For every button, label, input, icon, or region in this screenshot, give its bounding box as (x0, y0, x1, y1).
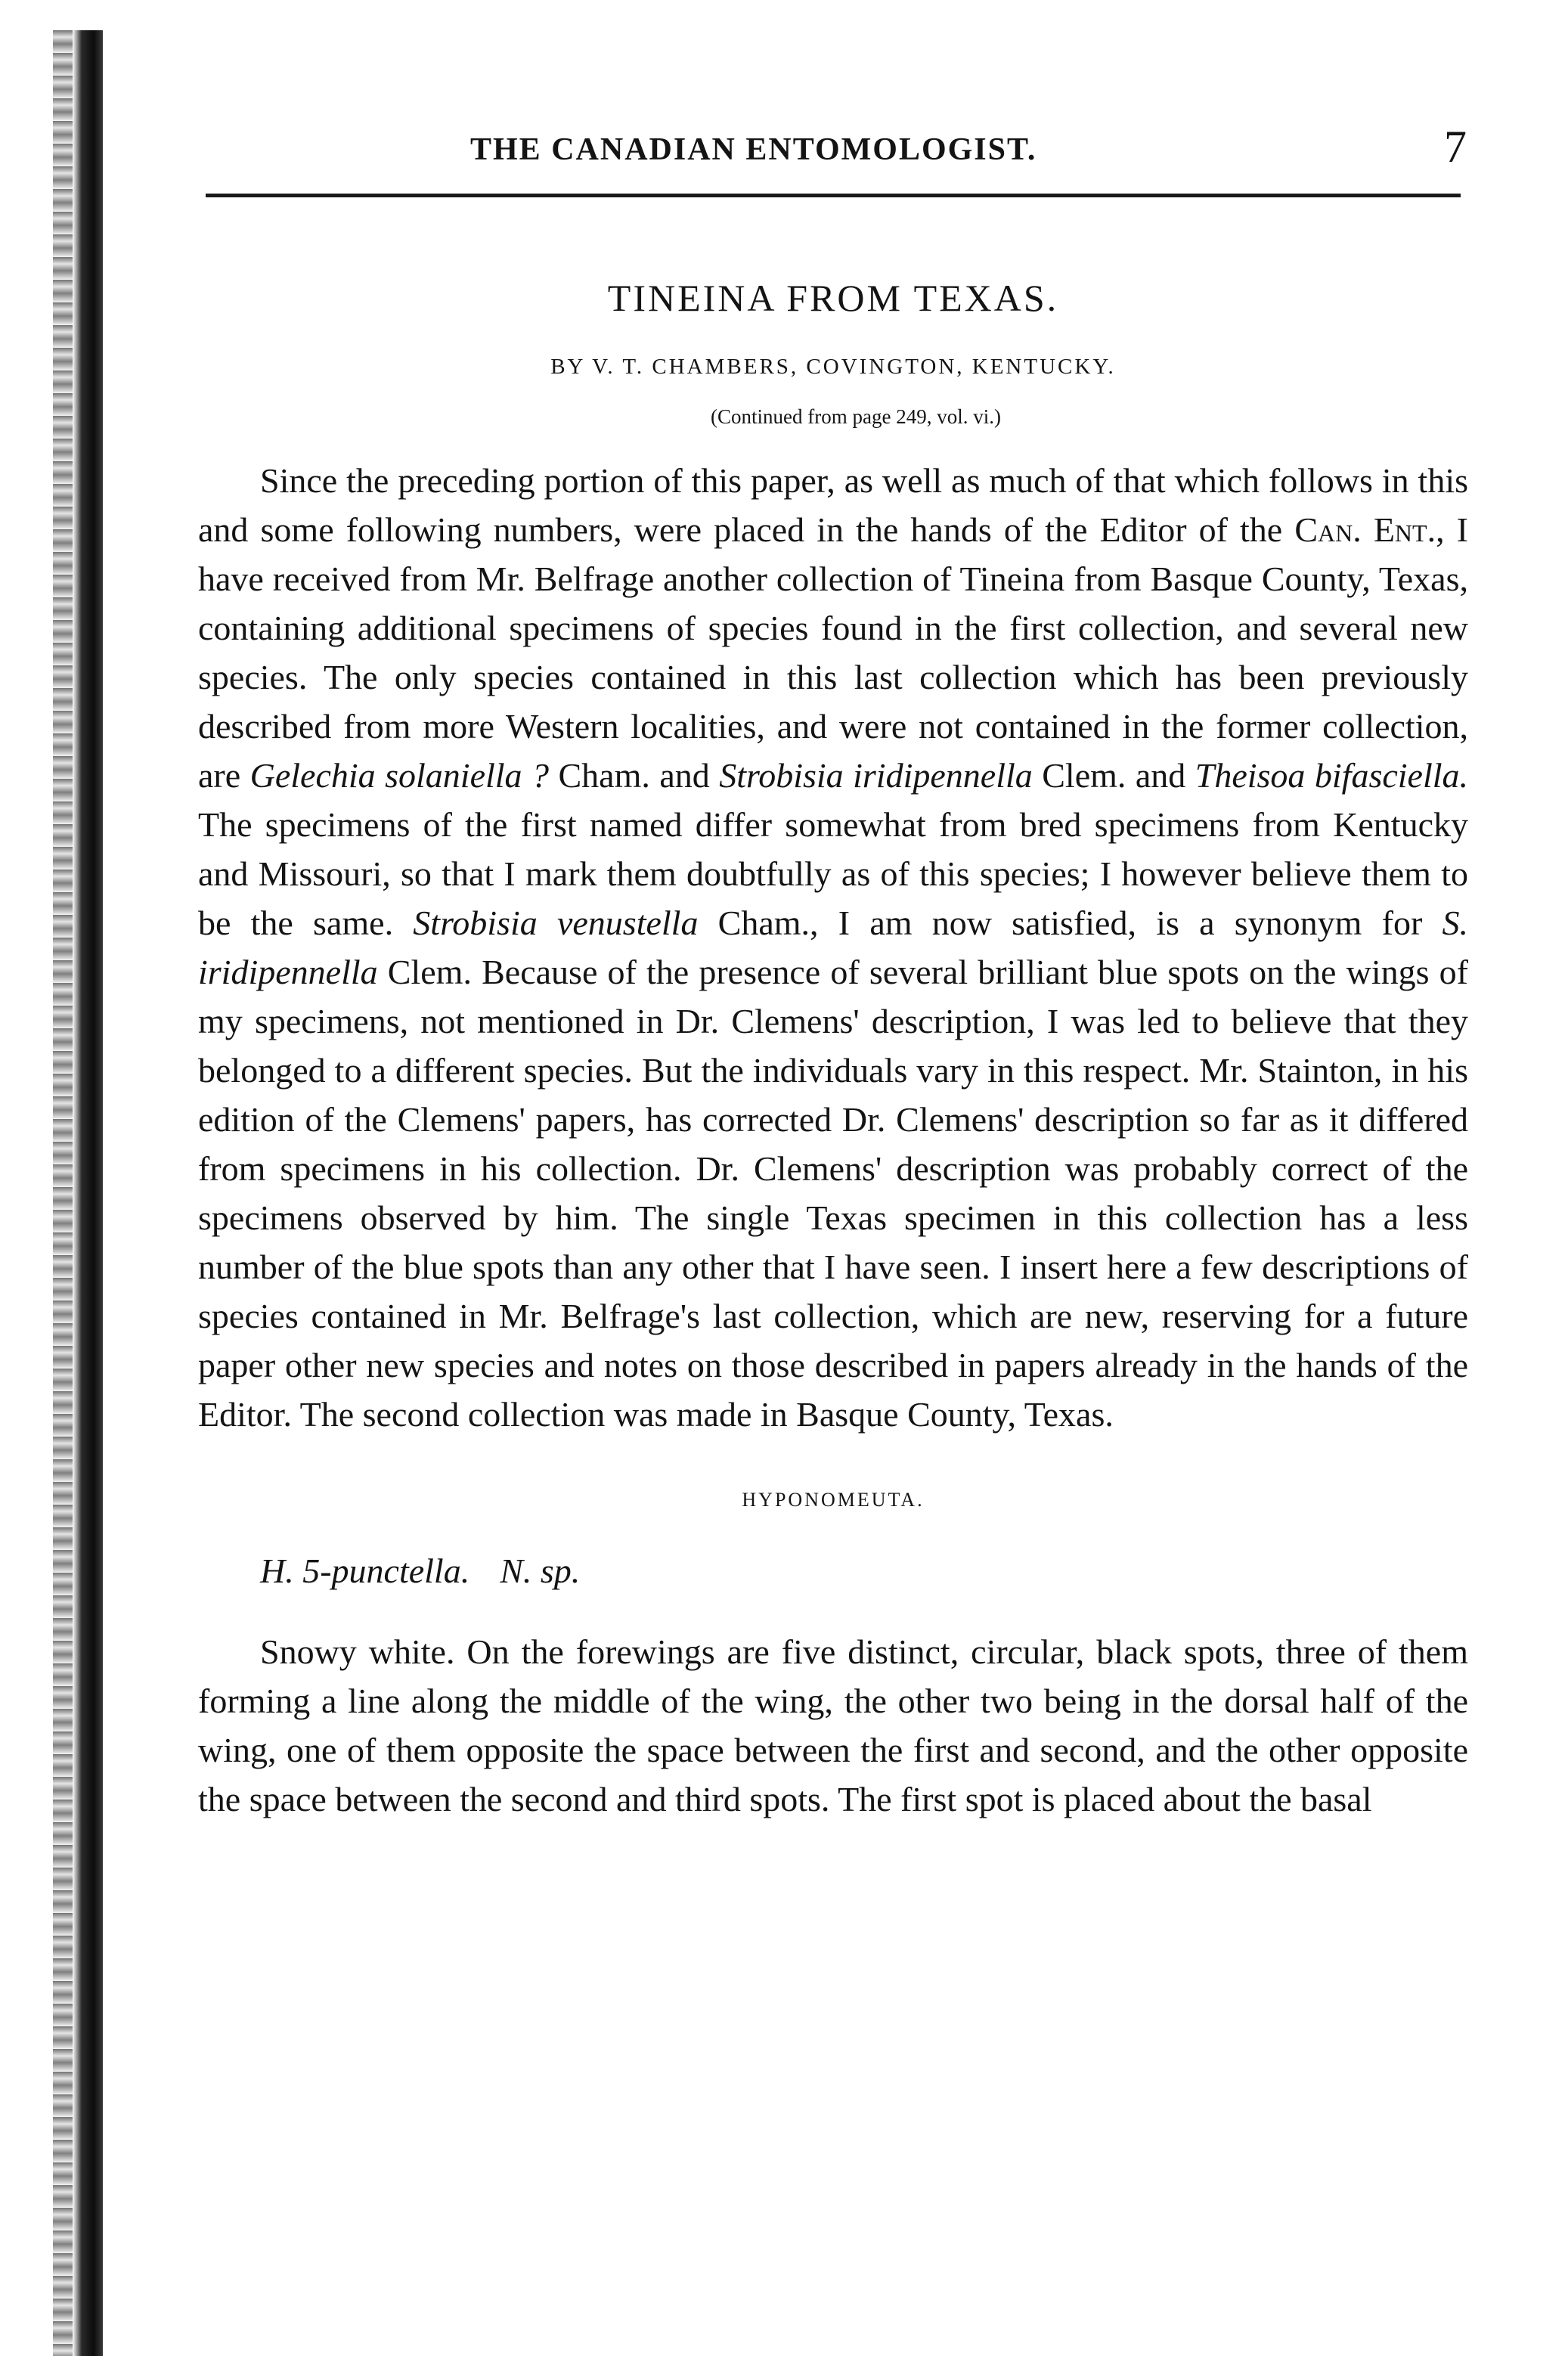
body-paragraph-1 (198, 456, 1468, 1439)
text-run: Cham., I am now satisfied, is a synonym for (698, 904, 1442, 942)
header-rule (206, 194, 1461, 197)
body-paragraph-2: Snowy white. On the forewings are five distinct, circular, black spots, three of them forming a line along the middle of the wing, the other two being in the dorsal half of the wing, one of them opposite the space between the first and second, and the other opposite the space between the second and third spots. The first spot is placed about the basal (198, 1632, 1468, 1818)
species-name: Theisoa bifasciella. (1195, 756, 1469, 795)
article-byline: BY V. T. CHAMBERS, COVINGTON, KENTUCKY. (550, 355, 1116, 379)
text-run: The specimens of the first named differ somewhat from bred specimens from Kentucky and Missouri, so that I mark them doubtfully as of this species; I however believe them to be the same. (198, 805, 1468, 942)
document-page (198, 121, 1468, 1858)
text-run: Clem. and (1032, 756, 1195, 795)
species-status: N. sp. (500, 1552, 581, 1590)
text-run: , I have received from Mr. Belfrage another collection of Tineina from Basque County, Texas, containing additional specimens of species found in the first collection, and several new species. The only species contained in this last collection which has been previously described from more Western localities, and were not contained in the former collection, are (198, 510, 1468, 795)
text-run: Cham. and (549, 756, 720, 795)
running-head (198, 121, 1468, 174)
section-heading: HYPONOMEUTA. (742, 1489, 925, 1511)
species-name: H. 5-punctella. (260, 1552, 470, 1590)
text-run: Since the preceding portion of this paper, as well as much of that which follows in this and some following numbers, were placed in the hands of the Editor of the (198, 461, 1468, 549)
text-run: Clem. Because of the presence of several brilliant blue spots on the wings of my specimens, not mentioned in Dr. Clemens' description, I was led to believe that they belonged to a different species. But the individuals vary in this respect. Mr. Stainton, in his edition of the Clemens' papers, has corrected Dr. Clemens' description so far as it differed from specimens in his collection. Dr. Clemens' description was probably correct of the specimens observed by him. The single Texas specimen in this collection has a less number of the blue spots than any other that I have seen. I insert here a few descriptions of species contained in Mr. Belfrage's last collection, which are new, reserving for a future paper other new species and notes on those described in papers already in the hands of the Editor. The second collection was made in Basque County, Texas. (198, 953, 1468, 1434)
page-binding (73, 30, 103, 2356)
species-name: Gelechia solaniella ? (249, 756, 550, 795)
species-name: Strobisia venustella (413, 904, 699, 942)
journal-title: THE CANADIAN ENTOMOLOGIST. (470, 132, 1037, 167)
species-name: Strobisia iridipennella (719, 756, 1033, 795)
journal-abbreviation: Can. Ent. (1294, 510, 1436, 549)
article-title: TINEINA FROM TEXAS. (607, 277, 1059, 319)
species-name: S. iridipennella (198, 904, 1468, 991)
continued-note: (Continued from page 249, vol. vi.) (711, 405, 1001, 428)
page-number: 7 (1444, 122, 1468, 172)
species-heading (260, 1551, 1468, 1591)
